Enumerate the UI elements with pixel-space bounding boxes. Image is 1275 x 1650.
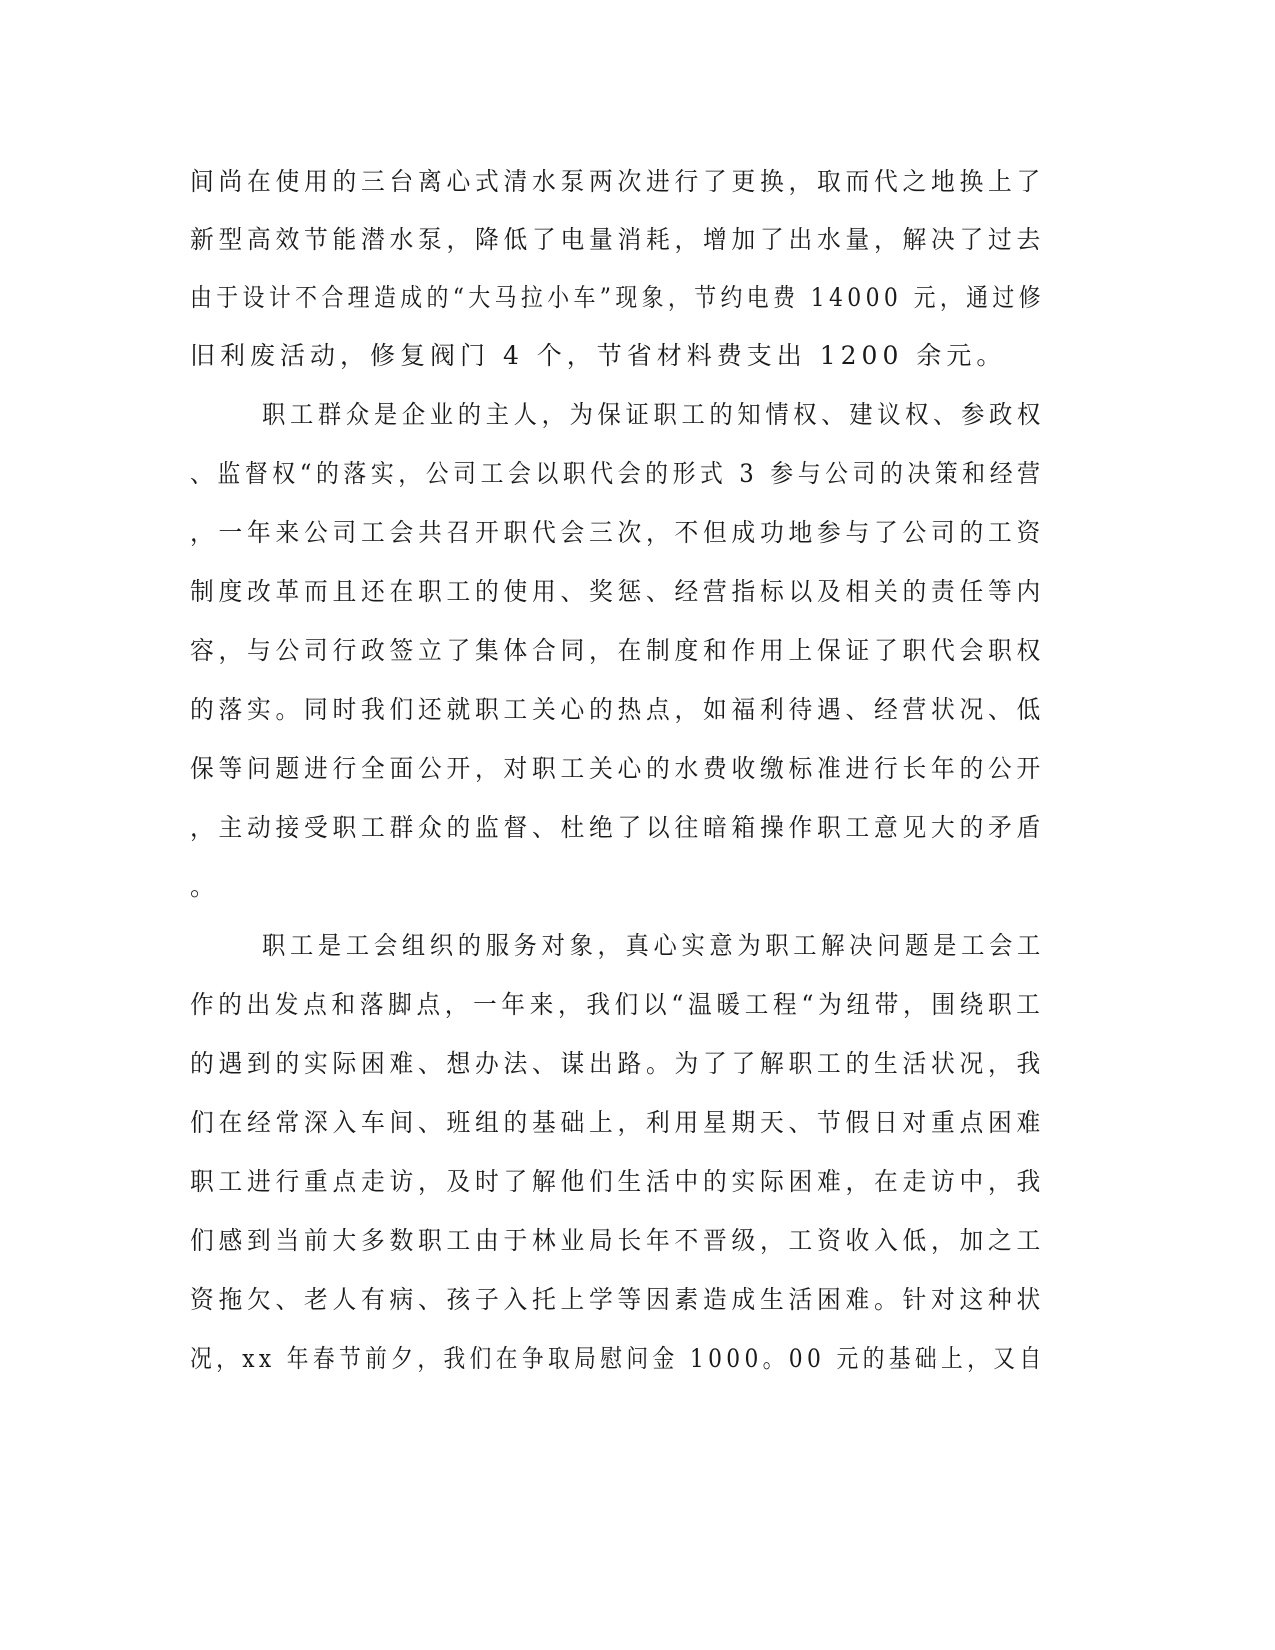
text-line-12: ，主动接受职工群众的监督、杜绝了以往暗箱操作职工意见大的矛盾 xyxy=(190,813,1046,842)
text-line-15: 作的出发点和落脚点，一年来，我们以“温暖工程“为纽带，围绕职工 xyxy=(190,990,1045,1019)
text-line-19: 们感到当前大多数职工由于林业局长年不晋级，工资收入低，加之工 xyxy=(190,1226,1046,1255)
text-line-20: 资拖欠、老人有病、孩子入托上学等因素造成生活困难。针对这种状 xyxy=(190,1285,1046,1314)
text-line-1: 间尚在使用的三台离心式清水泵两次进行了更换，取而代之地换上了 xyxy=(190,167,1046,196)
text-line-8: 制度改革而且还在职工的使用、奖惩、经营指标以及相关的责任等内 xyxy=(190,577,1046,606)
text-line-16: 的遇到的实际困难、想办法、谋出路。为了了解职工的生活状况，我 xyxy=(190,1049,1046,1078)
text-line-21: 况，xx 年春节前夕，我们在争取局慰问金 1000。00 元的基础上，又自 xyxy=(190,1344,1046,1373)
text-line-4: 旧利废活动，修复阀门 4 个，节省材料费支出 1200 余元。 xyxy=(190,341,1007,370)
text-line-14: 职工是工会组织的服务对象，真心实意为职工解决问题是工会工 xyxy=(262,931,1045,960)
text-line-10: 的落实。同时我们还就职工关心的热点，如福利待遇、经营状况、低 xyxy=(190,695,1046,724)
text-line-13: 。 xyxy=(190,872,221,901)
text-line-6: 、监督权“的落实，公司工会以职代会的形式 3 参与公司的决策和经营 xyxy=(190,459,1045,488)
text-line-3: 由于设计不合理造成的“大马拉小车”现象，节约电费 14000 元，通过修 xyxy=(190,283,1045,312)
text-line-2: 新型高效节能潜水泵，降低了电量消耗，增加了出水量，解决了过去 xyxy=(190,225,1046,254)
text-line-5: 职工群众是企业的主人，为保证职工的知情权、建议权、参政权 xyxy=(262,400,1045,429)
text-line-7: ，一年来公司工会共召开职代会三次，不但成功地参与了公司的工资 xyxy=(190,518,1046,547)
text-line-17: 们在经常深入车间、班组的基础上，利用星期天、节假日对重点困难 xyxy=(190,1108,1046,1137)
text-line-18: 职工进行重点走访，及时了解他们生活中的实际困难，在走访中，我 xyxy=(190,1167,1046,1196)
text-line-11: 保等问题进行全面公开，对职工关心的水费收缴标准进行长年的公开 xyxy=(190,754,1046,783)
text-line-9: 容，与公司行政签立了集体合同，在制度和作用上保证了职代会职权 xyxy=(190,636,1046,665)
